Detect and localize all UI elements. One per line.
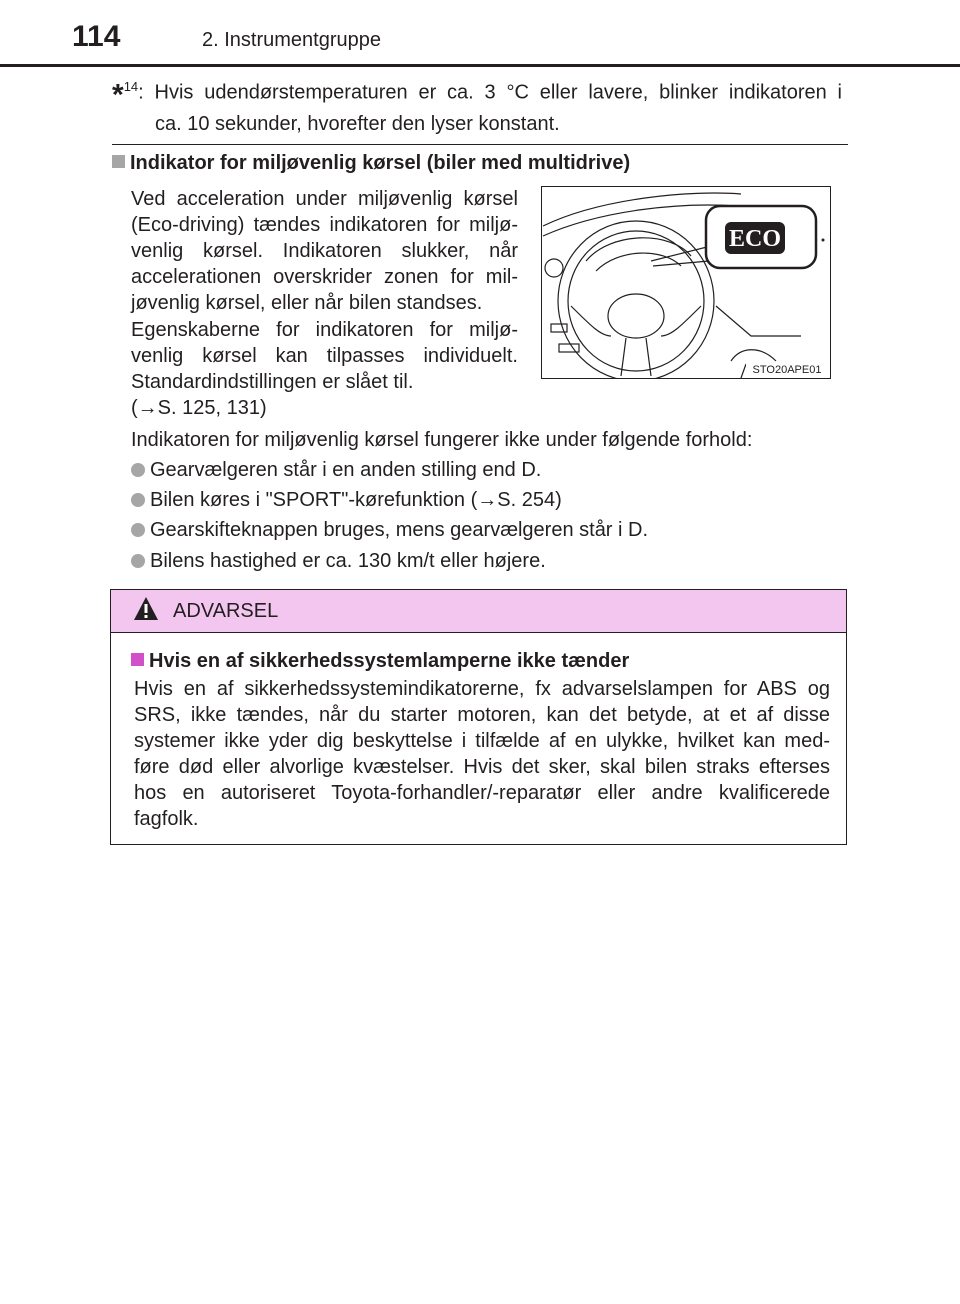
- chapter-title: 2. Instrumentgruppe: [202, 29, 381, 51]
- paragraph-1-line: (Eco-driving) tændes indikatoren for miljø-: [131, 214, 518, 236]
- footnote-number: 14: [123, 79, 139, 94]
- list-item: [131, 519, 648, 542]
- paragraph-1-line: accelerationen overskrider zonen for mil-: [131, 266, 518, 288]
- list-item-text: Gearskifteknappen bruges, mens gearvælgeren står i D.: [150, 519, 649, 541]
- footnote: [112, 72, 842, 139]
- conditions-intro: Indikatoren for miljøvenlig kørsel fungerer ikke under følgende forhold:: [131, 429, 753, 451]
- warning-line: føre død eller alvorlige kvæstelser. Hvis det sker, skal bilen straks efterses: [134, 756, 830, 778]
- bullet-icon: [131, 463, 145, 477]
- list-item-text: Bilens hastighed er ca. 130 km/t eller højere.: [150, 550, 546, 572]
- warning-line: SRS, ikke tændes, når du starter motoren, kan det betyde, at et af disse: [134, 704, 830, 726]
- paragraph-1-line: venlig kørsel. Indikatoren slukker, når: [131, 240, 518, 262]
- section-heading: [112, 152, 630, 175]
- paragraph-1-line: Ved acceleration under miljøvenlig kørsel: [131, 188, 518, 210]
- warning-subheading-text: Hvis en af sikkerhedssystemlamperne ikke tænder: [149, 650, 630, 672]
- warning-triangle-icon: [133, 596, 159, 622]
- list-item: [131, 489, 562, 512]
- warning-text: [134, 676, 830, 832]
- list-item: [131, 459, 541, 482]
- warning-line: Hvis en af sikkerhedssystemindikatorerne, fx advarselslampen for ABS og: [134, 678, 830, 700]
- heading-square-icon: [112, 155, 125, 168]
- page-number: 114: [72, 20, 121, 53]
- header-rule: [0, 64, 960, 67]
- footnote-text-1: : Hvis udendørstemperaturen er ca. 3 °C eller lavere, blinker indikatoren i: [138, 81, 842, 104]
- bullet-icon: [131, 554, 145, 568]
- warning-header: [111, 590, 846, 633]
- dashboard-illustration: [541, 186, 831, 379]
- warning-box: [110, 589, 847, 845]
- list-item-text: Gearvælgeren står i en anden stilling end D.: [150, 459, 542, 481]
- warning-line: systemer ikke yder dig beskyttelse i tilfælde af en ulykke, hvilket kan med-: [134, 730, 830, 752]
- paragraph-2-line: venlig kørsel kan tilpasses individuelt.: [131, 345, 518, 367]
- list-item: [131, 550, 546, 573]
- bullet-icon: [131, 523, 145, 537]
- bullet-icon: [131, 493, 145, 507]
- footnote-line-2: ca. 10 sekunder, hvorefter den lyser konstant.: [155, 112, 560, 135]
- paragraph-1-line: jøvenlig kørsel, eller når bilen standses.: [131, 292, 483, 314]
- paragraph-2-line: (→S. 125, 131): [131, 397, 267, 419]
- section-heading-text: Indikator for miljøvenlig kørsel (biler med multidrive): [130, 152, 631, 174]
- eco-indicator-label: ECO: [728, 226, 782, 252]
- warning-square-icon: [131, 653, 144, 666]
- warning-line: fagfolk.: [134, 808, 199, 830]
- footnote-line-1: [112, 72, 842, 110]
- figure-code: STO20APE01: [752, 364, 822, 376]
- paragraph-2-line: Egenskaberne for indikatoren for miljø-: [131, 319, 518, 341]
- paragraph-2-line: Standardindstillingen er slået til.: [131, 371, 414, 393]
- warning-subheading: [131, 650, 629, 673]
- warning-title: ADVARSEL: [173, 600, 279, 622]
- list-item-text: Bilen køres i "SPORT"-kørefunktion (→S. 254): [150, 489, 562, 511]
- footnote-marker: *: [112, 78, 124, 112]
- section-divider: [112, 144, 848, 145]
- paragraph-2: [131, 317, 518, 421]
- warning-line: hos en autoriseret Toyota-forhandler/-reparatør eller andre kvalificerede: [134, 782, 830, 804]
- paragraph-1: [131, 186, 518, 316]
